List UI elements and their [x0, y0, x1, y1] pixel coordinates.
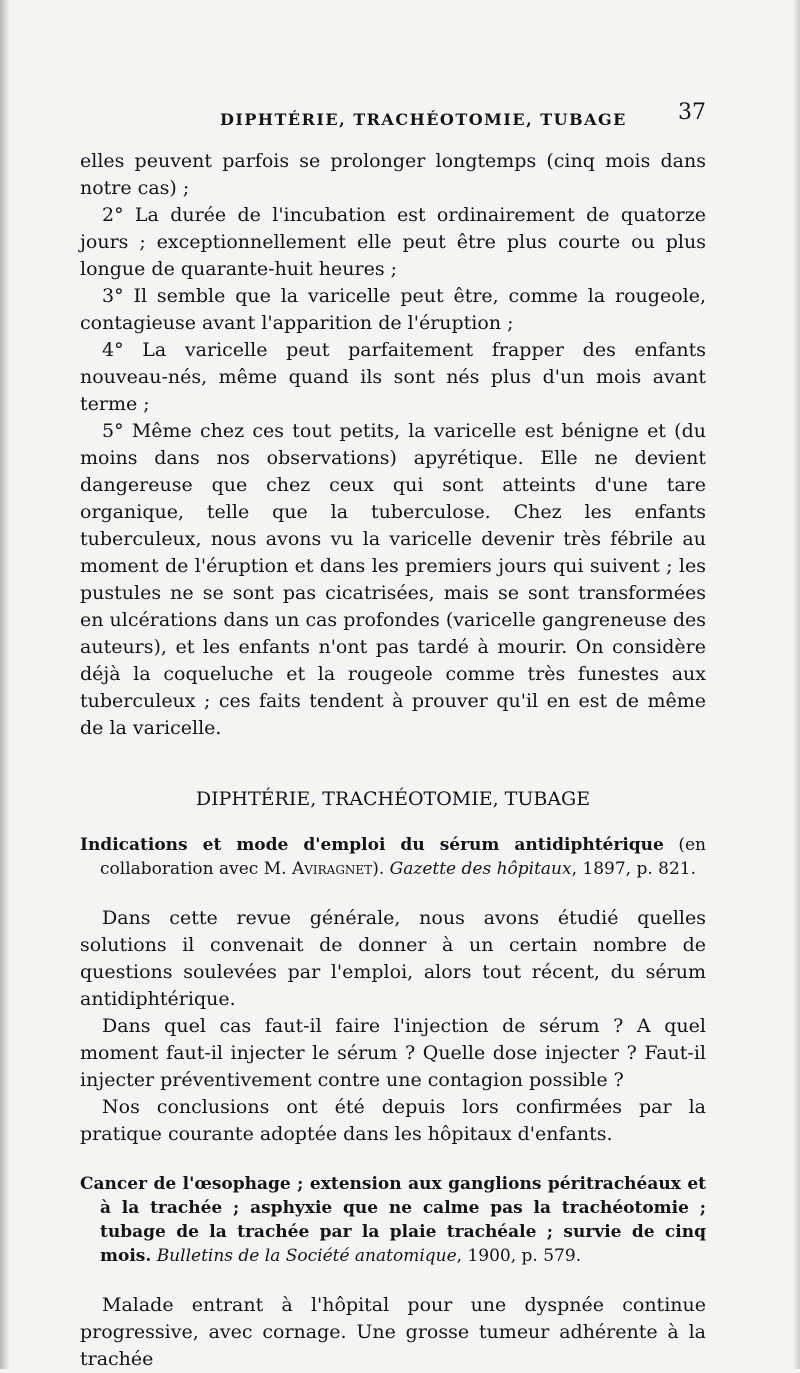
- paragraph: Malade entrant à l'hôpital pour une dyspnée continue progressive, avec cornage. Une grosse tumeur adhérente à la trachée: [80, 1294, 706, 1370]
- reference-details: , 1897, p. 821.: [571, 859, 696, 879]
- bibliographic-reference: [80, 833, 706, 881]
- section-title: DIPHTÉRIE, TRACHÉOTOMIE, TUBAGE: [195, 788, 591, 810]
- reference-title: Cancer de l'œsophage ; extension aux ganglions péritrachéaux et à la trachée ; asphyxie que ne calme pas la trachéotomie ; tubage de la trachée par la plaie trachéale ; survie de cinq mois.: [80, 1174, 706, 1266]
- paragraph: Dans quel cas faut-il faire l'injection de sérum ? A quel moment faut-il injecter le sérum ? Quelle dose injecter ? Faut-il injecter préventivement contre une contagion possible ?: [80, 1015, 706, 1091]
- paragraph: 2° La durée de l'incubation est ordinairement de quatorze jours ; exceptionnellement elle peut être plus courte ou plus longue de quarante-huit heures ;: [80, 204, 706, 280]
- paragraph: Nos conclusions ont été depuis lors confirmées par la pratique courante adoptée dans les hôpitaux d'enfants.: [80, 1096, 706, 1145]
- page-body: [80, 148, 706, 1373]
- paragraph: elles peuvent parfois se prolonger longtemps (cinq mois dans notre cas) ;: [80, 150, 706, 199]
- paragraph: Dans cette revue générale, nous avons étudié quelles solutions il convenait de donner à un certain nombre de questions soulevées par l'emploi, alors tout récent, du sérum antidiphtérique.: [80, 907, 706, 1010]
- paragraph: 4° La varicelle peut parfaitement frapper des enfants nouveau-nés, même quand ils sont nés plus d'un mois avant terme ;: [80, 339, 706, 415]
- reference-journal: Bulletins de la Société anatomique: [156, 1246, 457, 1266]
- page-edge-shadow: [0, 0, 10, 1369]
- reference-title: Indications et mode d'emploi du sérum antidiphtérique: [80, 835, 664, 855]
- reference-collab-suffix: ).: [372, 859, 390, 879]
- reference-journal: Gazette des hôpitaux: [389, 859, 572, 879]
- paragraph: 5° Même chez ces tout petits, la varicelle est bénigne et (du moins dans nos observations) apyrétique. Elle ne devient dangereuse que chez ceux qui sont atteints d'une tare organique, telle que la tuberculose. Chez les enfants tuberculeux, nous avons vu la varicelle devenir très fébrile au moment de l'éruption et dans les premiers jours qui suivent ; les pustules ne se sont pas cicatrisées, mais se sont transformées en ulcérations dans un cas profondes (varicelle gangreneuse des auteurs), et les enfants n'ont pas tardé à mourir. On considère déjà la coqueluche et la rougeole comme très funestes aux tuberculeux ; ces faits tendent à prouver qu'il en est de même de la varicelle.: [80, 420, 706, 739]
- page-number: 37: [678, 100, 706, 125]
- running-title: DIPHTÉRIE, TRACHÉOTOMIE, TUBAGE: [220, 110, 627, 129]
- paragraph: 3° Il semble que la varicelle peut être, comme la rougeole, contagieuse avant l'apparition de l'éruption ;: [80, 285, 706, 334]
- reference-details: , 1900, p. 579.: [456, 1246, 582, 1266]
- reference-collab-prefix: (en collaboration avec M.: [100, 835, 706, 879]
- reference-coauthor: Aviragnet: [291, 859, 373, 879]
- page-edge-shadow: [792, 0, 800, 1369]
- bibliographic-reference: [80, 1172, 706, 1268]
- running-head: [80, 100, 706, 134]
